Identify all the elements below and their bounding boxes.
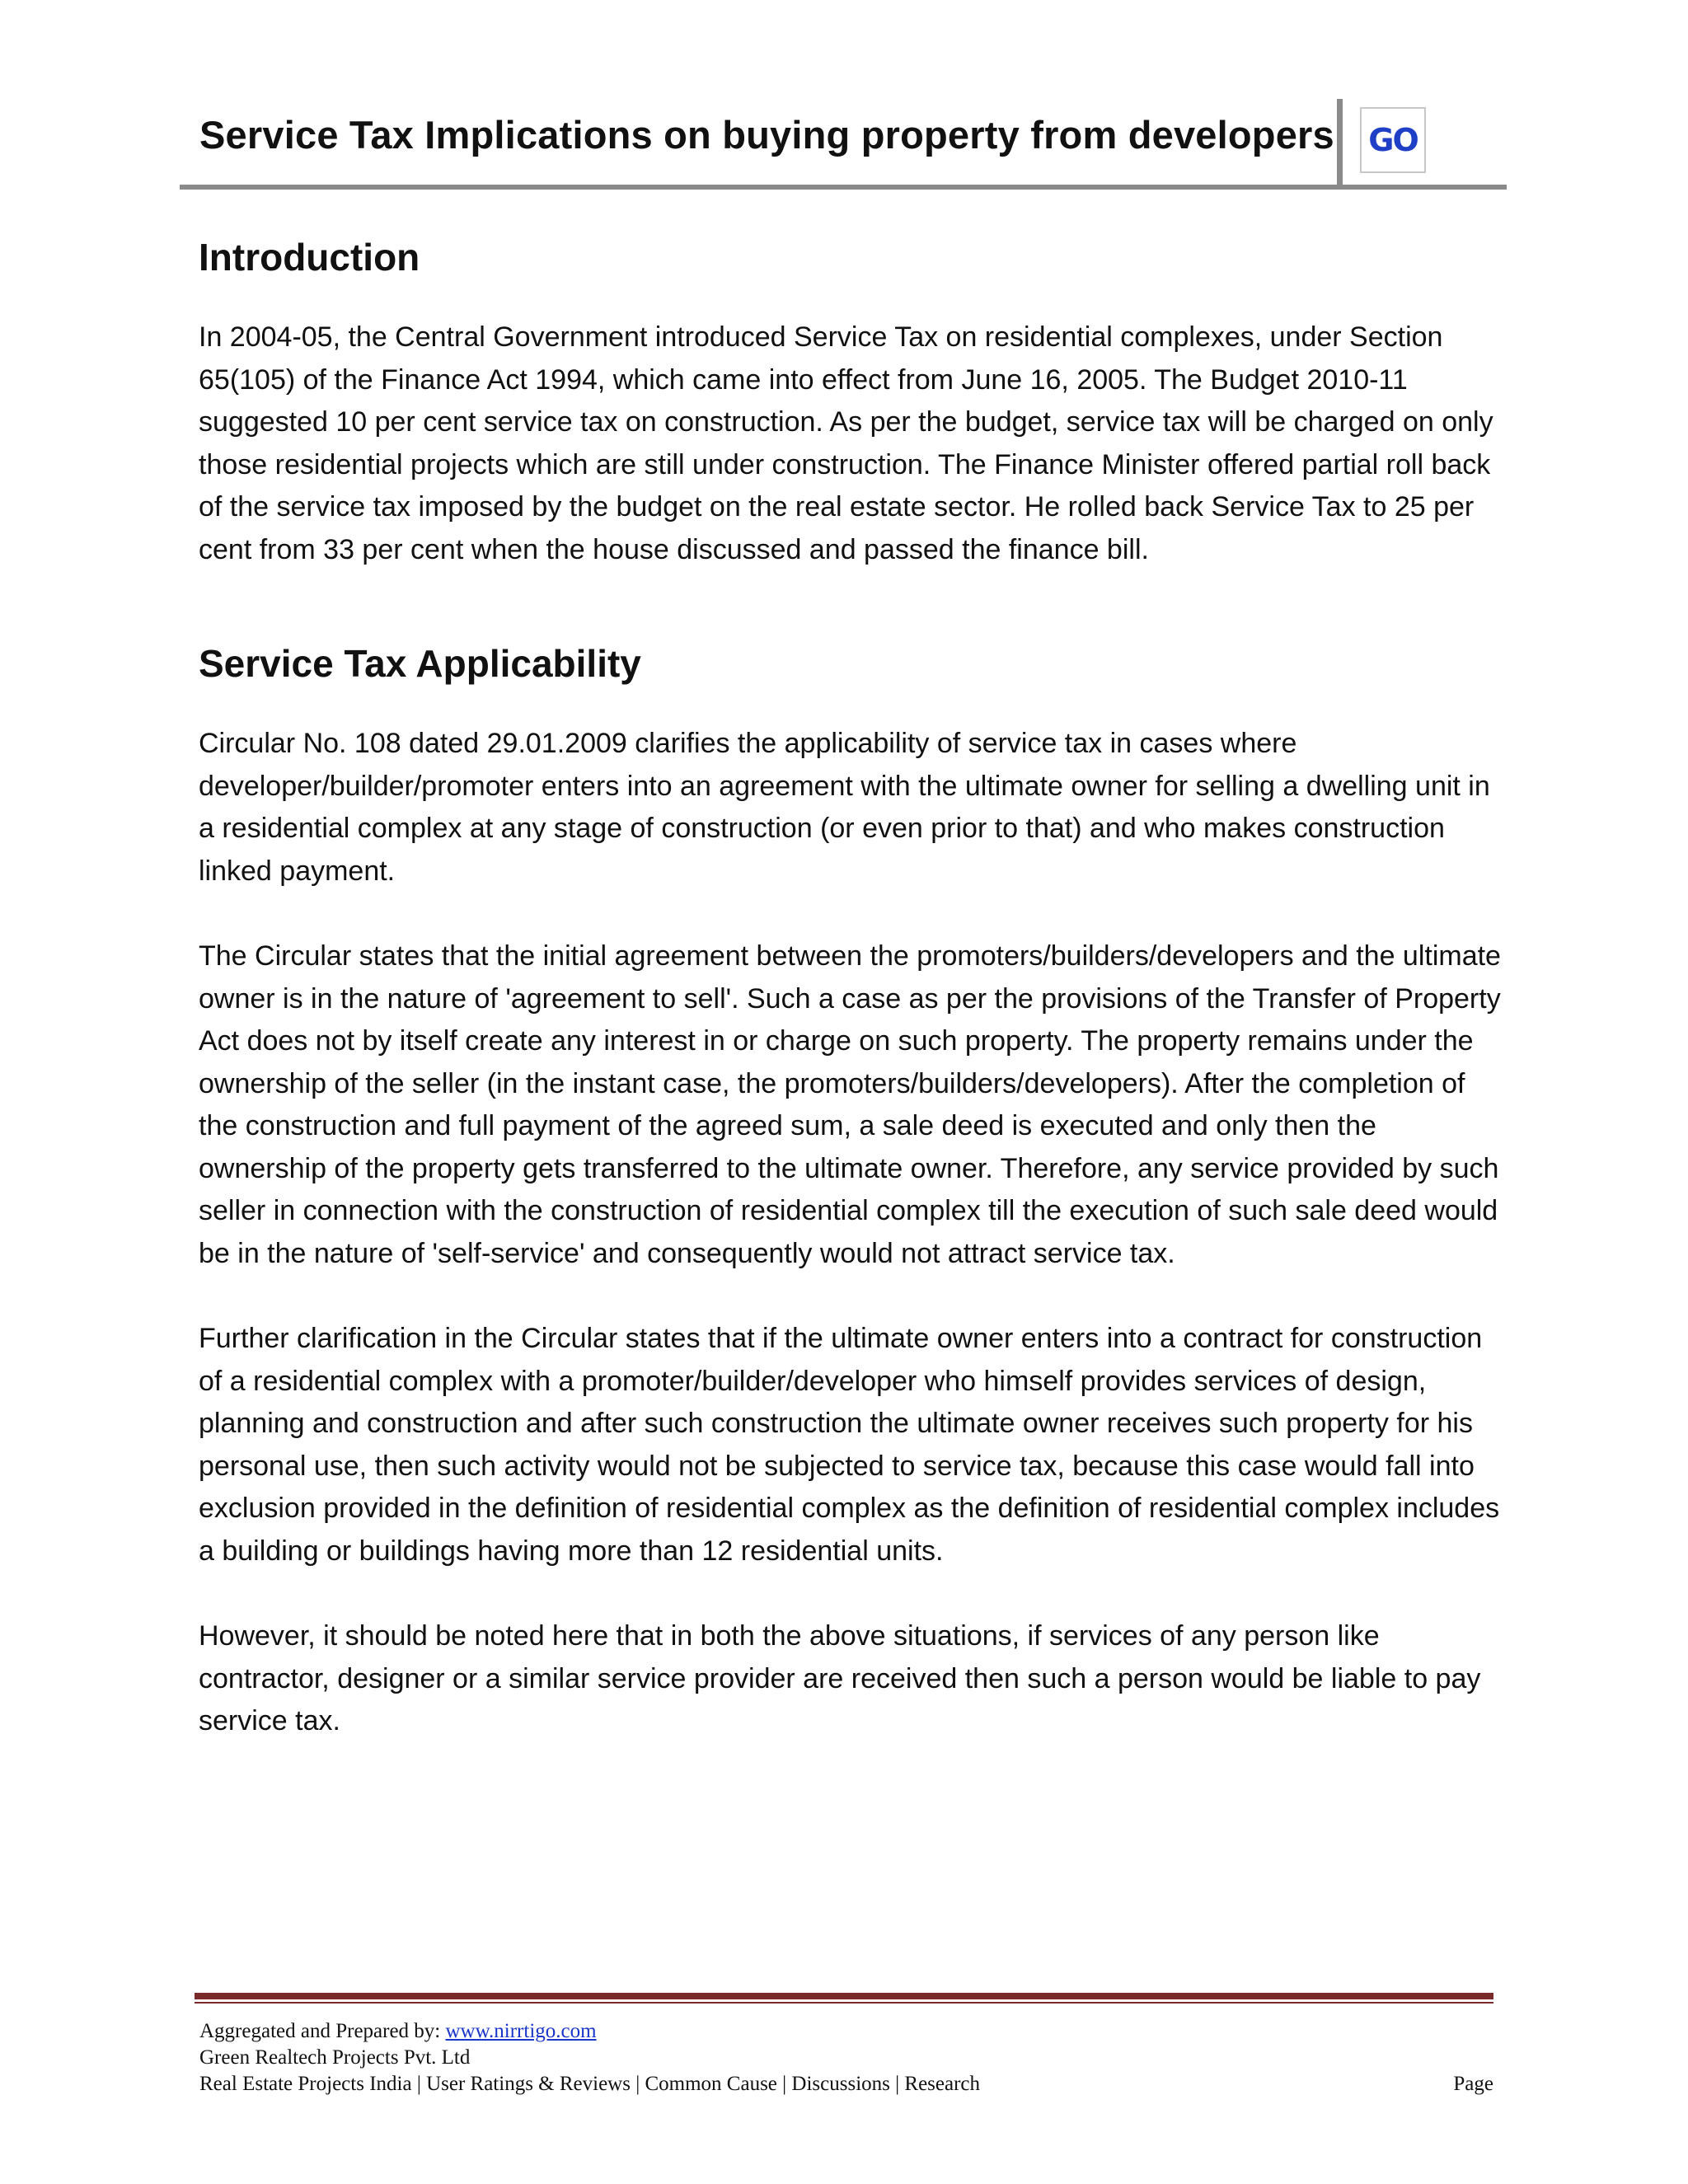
paragraph: The Circular states that the initial agreement between the promoters/builders/developers and the ultimate owner is in the nature of 'agreement to sell'. Such a case as per the provisions of the Transfer of Property Act does not by itself create any interest in or charge on such property. The property remains under the ownership of the seller (in the instant case, the promoters/builders/developers). After the completion of the construction and full payment of the agreed sum, a sale deed is executed and only then the ownership of the property gets transferred to the ultimate owner. Therefore, any service provided by such seller in connection with the construction of residential complex till the execution of such sale deed would be in the nature of 'self-service' and consequently would not attract service tax. [199,940,1501,1269]
document-title: Service Tax Implications on buying property from developers [199,113,1334,157]
document-body [199,223,1501,1743]
section-heading-introduction: Introduction [199,236,420,279]
paragraph: Further clarification in the Circular states that if the ultimate owner enters into a contract for construction of a residential complex with a promoter/builder/developer who himself provides services of design, planning and construction and after such construction the ultimate owner receives such property for his personal use, then such activity would not be subjected to service tax, because this case would fall into exclusion provided in the definition of residential complex as the definition of residential complex includes a building or buildings having more than 12 residential units. [199,1323,1500,1567]
header-divider [1337,99,1343,185]
footer-link-projects[interactable]: Real Estate Projects India [199,2073,412,2095]
paragraph: In 2004-05, the Central Government introduced Service Tax on residential complexes, under Section 65(105) of the Finance Act 1994, which came into effect from June 16, 2005. The Budget 2010-11 suggested 10 per cent service tax on construction. As per the budget, service tax will be charged on only those residential projects which are still under construction. The Finance Minister offered partial roll back of the service tax imposed by the budget on the real estate sector. He rolled back Service Tax to 25 per cent from 33 per cent when the house discussed and passed the finance bill. [199,321,1493,565]
document-footer [195,1993,1493,2097]
page-label: Page [1453,2073,1493,2095]
footer-link-common-cause[interactable]: Common Cause [645,2073,777,2095]
paragraph: However, it should be noted here that in both the above situations, if services of any person like contractor, designer or a similar service provider are received then such a person would be liable to pay service tax. [199,1620,1481,1736]
header-rule [180,185,1507,190]
section-heading-applicability: Service Tax Applicability [199,642,641,685]
footer-link-discussions[interactable]: Discussions [791,2073,890,2095]
document-header [180,97,1507,190]
footer-link-ratings[interactable]: User Ratings & Reviews [426,2073,631,2095]
logo [1360,107,1426,173]
footer-rule [195,1993,1493,1999]
footer-separator: | [776,2073,792,2095]
footer-rule-thin [195,2002,1493,2004]
footer-link-research[interactable]: Research [904,2073,981,2095]
prepared-by-label: Aggregated and Prepared by: [199,2020,446,2042]
footer-separator: | [630,2073,645,2095]
website-link[interactable]: www.nirrtigo.com [445,2020,597,2042]
logo-text: GO [1368,122,1418,158]
paragraph: Circular No. 108 dated 29.01.2009 clarifies the applicability of service tax in cases where developer/builder/promoter enters into an agreement with the ultimate owner for selling a dwelling unit in a residential complex at any stage of construction (or even prior to that) and who makes construction linked payment. [199,728,1490,887]
footer-links [199,2071,1493,2097]
footer-company: Green Realtech Projects Pvt. Ltd [199,2046,471,2069]
footer-separator: | [889,2073,905,2095]
footer-prepared-by [199,2018,1493,2045]
footer-separator: | [411,2073,427,2095]
